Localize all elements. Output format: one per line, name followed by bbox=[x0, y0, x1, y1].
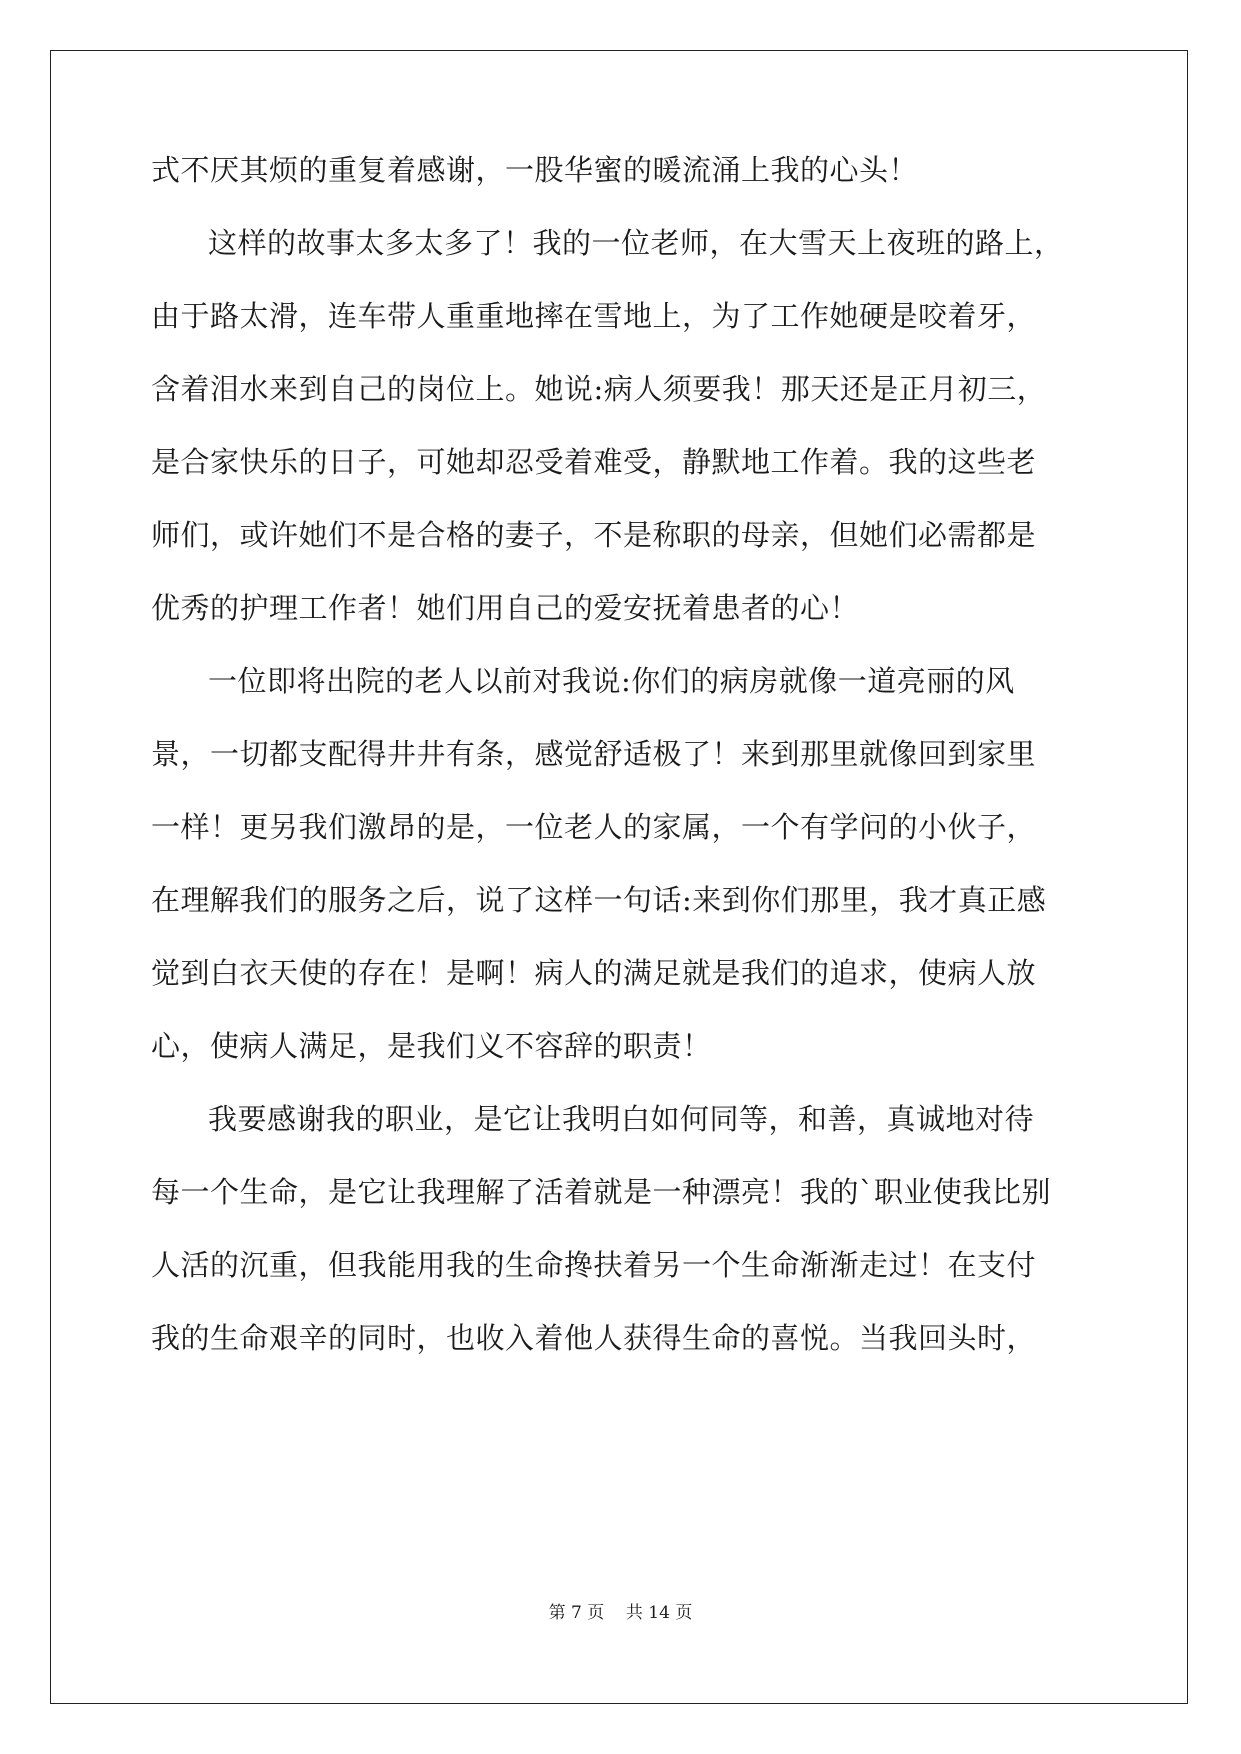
text-line: 一样！更另我们激昂的是，一位老人的家属，一个有学问的小伙子， bbox=[151, 810, 1037, 844]
text-line: 在理解我们的服务之后，说了这样一句话:来到你们那里，我才真正感 bbox=[151, 883, 1047, 917]
paragraph-start-line: 我要感谢我的职业，是它让我明白如何同等，和善，真诚地对待 bbox=[208, 1102, 1035, 1136]
page-number-footer: 第 7 页 共 14 页 bbox=[548, 1603, 693, 1623]
text-line: 式不厌其烦的重复着感谢，一股华蜜的暖流涌上我的心头！ bbox=[151, 153, 919, 187]
text-line: 景，一切都支配得井井有条，感觉舒适极了！来到那里就像回到家里 bbox=[151, 737, 1037, 771]
text-line: 由于路太滑，连车带人重重地摔在雪地上，为了工作她硬是咬着牙， bbox=[151, 299, 1037, 333]
text-line: 人活的沉重，但我能用我的生命搀扶着另一个生命渐渐走过！在支付 bbox=[151, 1248, 1037, 1282]
text-line: 每一个生命，是它让我理解了活着就是一种漂亮！我的`职业使我比别 bbox=[151, 1175, 1052, 1209]
text-line: 师们，或许她们不是合格的妻子，不是称职的母亲，但她们必需都是 bbox=[151, 518, 1037, 552]
text-line: 觉到白衣天使的存在！是啊！病人的满足就是我们的追求，使病人放 bbox=[151, 956, 1037, 990]
text-line: 优秀的护理工作者！她们用自己的爱安抚着患者的心！ bbox=[151, 591, 860, 625]
text-line: 心，使病人满足，是我们义不容辞的职责！ bbox=[151, 1029, 712, 1063]
paragraph-start-line: 这样的故事太多太多了！我的一位老师，在大雪天上夜班的路上， bbox=[208, 226, 1064, 260]
text-line: 是合家快乐的日子，可她却忍受着难受，静默地工作着。我的这些老 bbox=[151, 445, 1037, 479]
text-line: 我的生命艰辛的同时，也收入着他人获得生命的喜悦。当我回头时， bbox=[151, 1321, 1037, 1355]
paragraph-start-line: 一位即将出院的老人以前对我说:你们的病房就像一道亮丽的风 bbox=[208, 664, 1015, 698]
text-line: 含着泪水来到自己的岗位上。她说:病人须要我！那天还是正月初三， bbox=[151, 372, 1047, 406]
